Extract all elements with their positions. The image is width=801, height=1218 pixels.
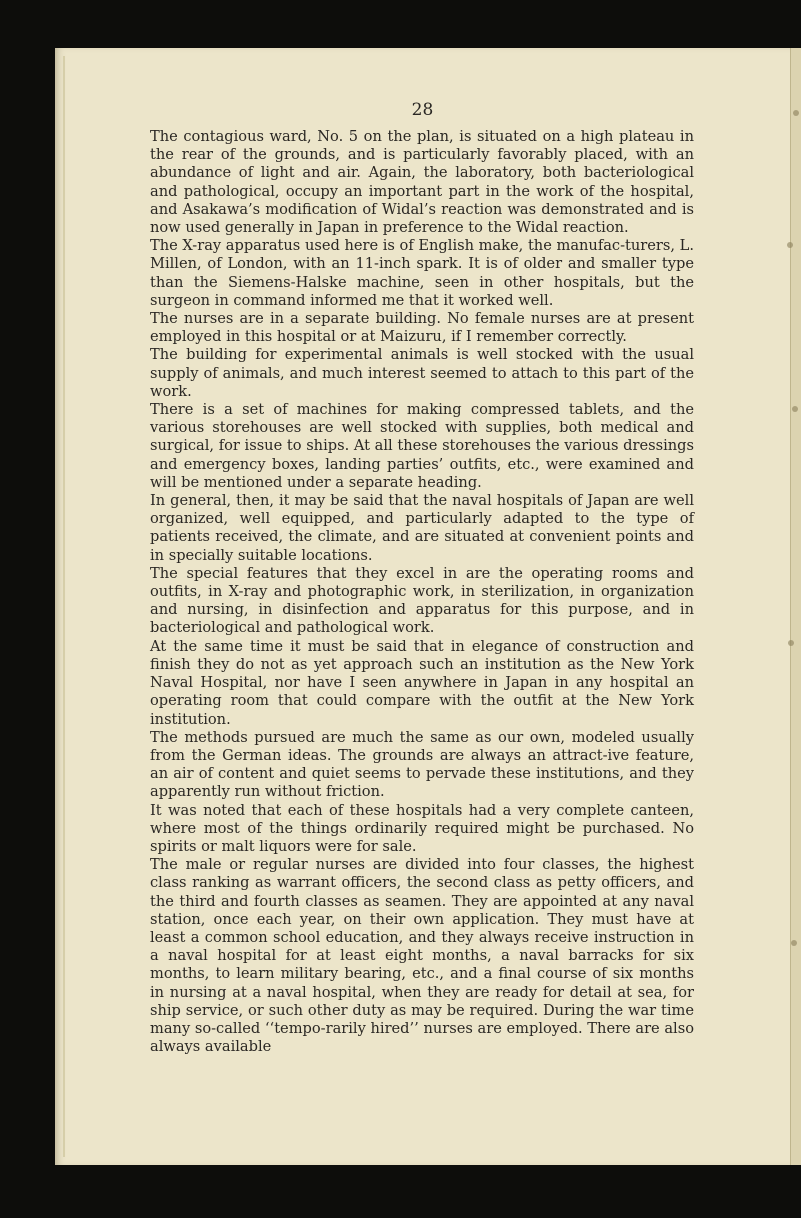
paragraph: It was noted that each of these hospitals had a very complete canteen, where most of the things ordinarily required might be purchased. No spirits or malt liquors were for sale. <box>150 801 694 855</box>
page-gutter <box>63 56 65 1157</box>
ink-speck <box>788 640 794 646</box>
paragraph: At the same time it must be said that in elegance of construction and finish they do not as yet approach such an institution as the New York Naval Hospital, nor have I seen anywhere in Japan in any hospital an operating room that could compare with the outfit at the New York institution. <box>150 637 694 728</box>
paragraph: The male or regular nurses are divided into four classes, the highest class ranking as warrant officers, the second class as petty officers, and the third and fourth classes as seamen. They are appointed at any naval station, once each year, on their own application. They must have at least a common school education, and they always receive instruction in a naval hospital for at least eight months, a naval barracks for six months, to learn military bearing, etc., and a final course of six months in nursing at a naval hospital, when they are ready for detail at sea, for ship service, or such other duty as may be required. During the war time many so-called ‘‘tempo-rarily hired’’ nurses are employed. There are also always available <box>150 856 694 1056</box>
ink-speck <box>791 940 797 946</box>
paragraph: There is a set of machines for making compressed tablets, and the various storehouses are well stocked with supplies, both medical and surgical, for issue to ships. At all these storehouses the various dressings and emergency boxes, landing parties’ outfits, etc., were examined and will be mentioned under a separate heading. <box>150 401 694 491</box>
paragraph: The building for experimental animals is well stocked with the usual supply of animals, and much interest seemed to attach to this part of the work. <box>150 346 694 400</box>
ink-speck <box>792 406 798 412</box>
ink-speck <box>787 242 793 248</box>
paragraph: The methods pursued are much the same as our own, modeled usually from the German ideas. The grounds are always an attract-ive feature, an air of content and quiet seems to pervade these institutions, and they apparently run without friction. <box>150 728 694 801</box>
paragraph: The special features that they excel in are the operating rooms and outfits, in X-ray and photographic work, in sterilization, in organization and nursing, in disinfection and apparatus for this purpose, and in bacteriological and pathological work. <box>150 564 694 637</box>
ink-speck <box>793 110 799 116</box>
body-text <box>150 128 694 1056</box>
book-page <box>55 48 790 1165</box>
page-number: 28 <box>411 100 434 120</box>
paragraph: The X-ray apparatus used here is of English make, the manufac-turers, L. Millen, of London, with an 11-inch spark. It is of older and smaller type than the Siemens-Halske machine, seen in other hospitals, but the surgeon in command informed me that it worked well. <box>150 237 694 309</box>
paragraph: In general, then, it may be said that the naval hospitals of Japan are well organized, well equipped, and particularly adapted to the type of patients received, the climate, and are situated at convenient points and in specially suitable locations. <box>150 492 694 564</box>
next-page-edge <box>790 48 801 1165</box>
paragraph: The contagious ward, No. 5 on the plan, is situated on a high plateau in the rear of the grounds, and is particularly favorably placed, with an abundance of light and air. Again, the laboratory, both bacteriological and pathological, occupy an important part in the work of the hospital, and Asakawa’s modification of Widal’s reaction was demonstrated and is now used generally in Japan in preference to the Widal reaction. <box>150 128 694 237</box>
paragraph: The nurses are in a separate building. No female nurses are at present employed in this hospital or at Maizuru, if I remember correctly. <box>150 310 694 346</box>
